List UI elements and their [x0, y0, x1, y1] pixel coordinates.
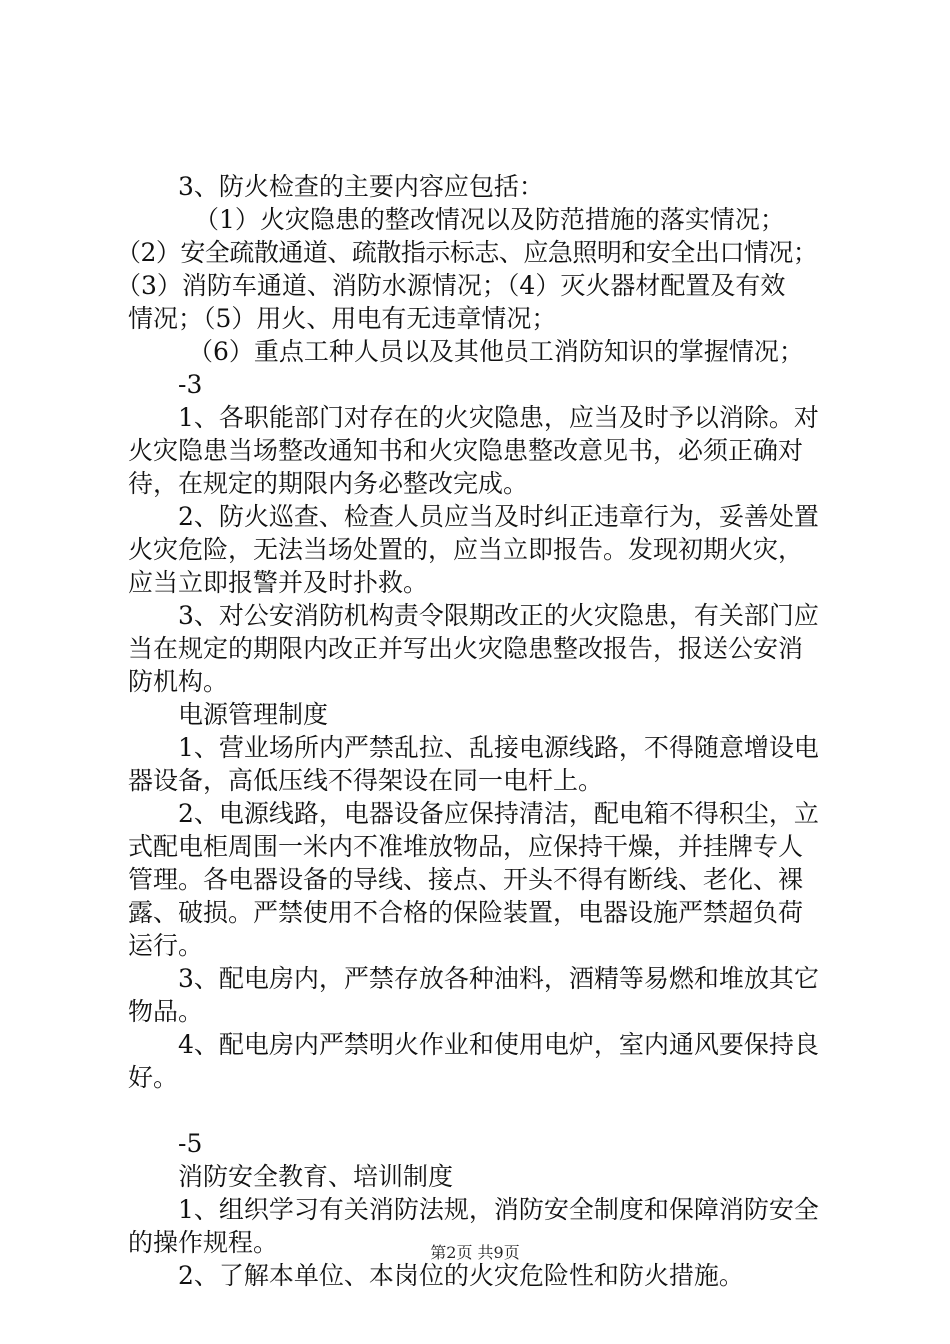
- page-footer: 第2页 共9页: [430, 1243, 520, 1262]
- paragraph-line: 1、组织学习有关消防法规，消防安全制度和保障消防安全: [178, 1195, 819, 1224]
- paragraph-line: （3）消防车通道、消防水源情况；（4）灭火器材配置及有效: [116, 271, 786, 300]
- paragraph-line: 3、防火检查的主要内容应包括：: [178, 172, 544, 201]
- page-marker: -3: [178, 370, 203, 399]
- paragraph-line: 4、配电房内严禁明火作业和使用电炉，室内通风要保持良: [178, 1030, 819, 1059]
- paragraph-line: （2）安全疏散通道、疏散指示标志、应急照明和安全出口情况；: [116, 238, 818, 267]
- page-marker: -5: [178, 1129, 203, 1158]
- paragraph-line: 火灾危险，无法当场处置的，应当立即报告。发现初期火灾，: [128, 535, 804, 564]
- paragraph-line: 的操作规程。: [128, 1228, 279, 1257]
- paragraph-line: 器设备，高低压线不得架设在同一电杆上。: [128, 766, 604, 795]
- paragraph-line: 露、破损。严禁使用不合格的保险装置，电器设施严禁超负荷: [128, 898, 804, 927]
- paragraph-line: 3、对公安消防机构责令限期改正的火灾隐患，有关部门应: [178, 601, 819, 630]
- section-heading: 电源管理制度: [178, 700, 329, 729]
- paragraph-line: 防机构。: [128, 667, 229, 696]
- blank-line: [128, 1094, 832, 1127]
- paragraph-line: 式配电柜周围一米内不准堆放物品，应保持干燥，并挂牌专人: [128, 832, 804, 861]
- paragraph-line: 2、防火巡查、检查人员应当及时纠正违章行为，妥善处置: [178, 502, 819, 531]
- section-heading: 消防安全教育、培训制度: [178, 1162, 454, 1191]
- paragraph-line: 1、营业场所内严禁乱拉、乱接电源线路，不得随意增设电: [178, 733, 819, 762]
- paragraph-line: （6）重点工种人员以及其他员工消防知识的掌握情况；: [188, 337, 804, 366]
- paragraph-line: 3、配电房内，严禁存放各种油料，酒精等易燃和堆放其它: [178, 964, 819, 993]
- document-body: [116, 170, 832, 1292]
- paragraph-line: 2、了解本单位、本岗位的火灾危险性和防火措施。: [178, 1261, 744, 1290]
- paragraph-line: 好。: [128, 1063, 179, 1092]
- paragraph-line: 2、电源线路，电器设备应保持清洁，配电箱不得积尘，立: [178, 799, 819, 828]
- paragraph-line: 应当立即报警并及时扑救。: [128, 568, 429, 597]
- paragraph-line: 管理。各电器设备的导线、接点、开头不得有断线、老化、裸: [128, 865, 804, 894]
- paragraph-line: 当在规定的期限内改正并写出火灾隐患整改报告，报送公安消: [128, 634, 804, 663]
- paragraph-line: 1、各职能部门对存在的火灾隐患，应当及时予以消除。对: [178, 403, 819, 432]
- paragraph-line: 物品。: [128, 997, 204, 1026]
- paragraph-line: 待，在规定的期限内务必整改完成。: [128, 469, 529, 498]
- paragraph-line: 火灾隐患当场整改通知书和火灾隐患整改意见书，必须正确对: [128, 436, 804, 465]
- paragraph-line: （1）火灾隐患的整改情况以及防范措施的落实情况；: [194, 205, 785, 234]
- paragraph-line: 运行。: [128, 931, 204, 960]
- paragraph-line: 情况；（5）用火、用电有无违章情况；: [128, 304, 557, 333]
